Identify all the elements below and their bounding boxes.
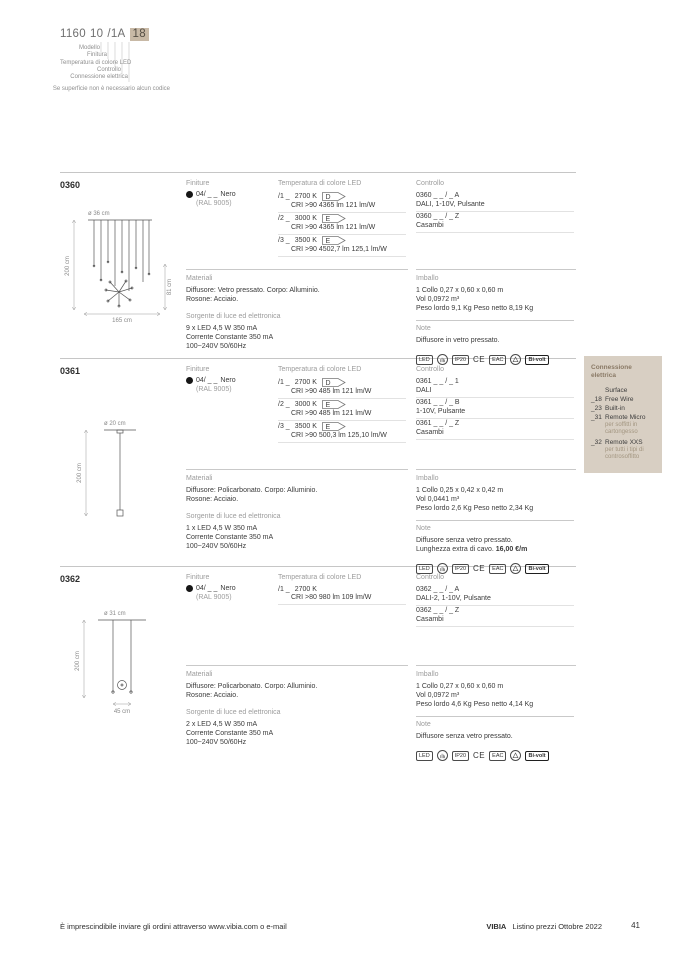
product-spec-area [186, 366, 576, 573]
temp-code: /3 _ [278, 237, 290, 244]
eac-badge: EAC [489, 751, 506, 761]
svg-text:E: E [325, 216, 331, 223]
legend-labels [60, 45, 170, 81]
temp-spec: CRI >90 4502,7 lm 125,1 lm/W [291, 246, 387, 253]
temperature-label: Temperatura di colore LED [278, 180, 362, 187]
control-desc: 1-10V, Pulsante [416, 408, 466, 415]
note-block [416, 520, 574, 554]
connection-code: _32 [591, 439, 602, 446]
control-code: 0361 _ _ / _ 1 [416, 378, 459, 385]
light-source-text: 100~240V 50/60Hz [186, 343, 247, 350]
temp-kelvin: 2700 K [294, 193, 317, 200]
packing-column [416, 469, 576, 574]
temperature-option [278, 191, 406, 213]
ip20-badge: IP20 [452, 355, 469, 365]
light-source-text: 100~240V 50/60Hz [186, 739, 247, 746]
led-badge: LED [416, 355, 433, 365]
temp-code: /1 _ [278, 379, 290, 386]
note-label: Note [416, 525, 431, 532]
eac-badge: EAC [489, 564, 506, 574]
dimmable-icon [437, 750, 448, 761]
note-price: 16,00 €/m [495, 546, 528, 553]
footer-catalog-title: VIBIA Listino prezzi Ottobre 2022 [486, 922, 602, 931]
connection-item [591, 413, 655, 422]
control-label: Controllo [416, 180, 445, 187]
product-list [60, 172, 576, 760]
light-source-label: Sorgente di luce ed elettronica [186, 313, 281, 320]
connection-code: _18 [591, 396, 602, 403]
control-code: 0362 _ _ / _ Z [416, 607, 460, 614]
legend-label-model: Modello [78, 45, 100, 51]
code-model: 1160 [60, 28, 86, 40]
note-label: Note [416, 325, 431, 332]
control-option [416, 585, 574, 606]
temperature-label: Temperatura di colore LED [278, 574, 362, 581]
temperature-column [278, 574, 416, 627]
packing-column [416, 269, 576, 365]
control-code: 0361 _ _ / _ Z [416, 420, 460, 427]
temp-code: /2 _ [278, 401, 290, 408]
legend-footnote: Se superficie non è necessario alcun codice [52, 86, 170, 93]
control-column [416, 366, 576, 443]
energy-class-badge [322, 214, 346, 223]
connection-label: Built-in [605, 405, 625, 412]
temp-kelvin: 3500 K [294, 237, 317, 244]
light-source-text: 1 x LED 4,5 W 350 mA [186, 525, 258, 532]
temp-spec: CRI >80 980 lm 109 lm/W [291, 594, 372, 601]
temp-kelvin: 3000 K [294, 401, 317, 408]
product-drawing-area [60, 180, 186, 358]
connection-note: per soffitti in cartongesso [605, 422, 638, 435]
eco-icon [510, 750, 521, 761]
control-desc: Casambi [416, 429, 444, 436]
finish-color-swatch [186, 377, 193, 384]
electrical-connection-box [584, 356, 662, 473]
energy-class-badge [322, 378, 346, 387]
temp-kelvin: 3000 K [294, 215, 317, 222]
packing-column [416, 665, 576, 761]
materials-text: Diffusore: Vetro pressato. Corpo: Alluminio. [186, 287, 320, 294]
drawing-drop-label: 200 cm [75, 651, 81, 671]
connection-code: _31 [591, 414, 602, 421]
connection-label: Remote XXS [605, 439, 643, 446]
connection-item [591, 438, 655, 447]
temperature-column [278, 366, 416, 443]
svg-text:E: E [325, 402, 331, 409]
dimmable-icon [437, 354, 448, 365]
finish-ral: (RAL 9005) [196, 200, 232, 207]
product-drawing-area [60, 366, 186, 566]
finish-name: Nero [220, 585, 236, 592]
packing-text: Peso lordo 4,6 Kg Peso netto 4,14 Kg [416, 701, 534, 708]
temperature-option [278, 585, 406, 605]
control-label: Controllo [416, 366, 445, 373]
materials-label: Materiali [186, 275, 213, 282]
drawing-width-label: 165 cm [112, 318, 132, 324]
materials-text: Diffusore: Policarbonato. Corpo: Alluminio. [186, 487, 318, 494]
temp-code: /3 _ [278, 423, 290, 430]
connection-label: Free Wire [605, 396, 634, 403]
control-code: 0361 _ _ / _ B [416, 399, 460, 406]
energy-class-badge [322, 400, 346, 409]
eco-icon [510, 563, 521, 574]
temperature-option [278, 421, 406, 443]
connection-code: _23 [591, 405, 602, 412]
finish-option [186, 585, 278, 592]
bivolt-badge: Bi-volt [525, 564, 548, 574]
temp-spec: CRI >90 4365 lm 121 lm/W [291, 224, 376, 231]
materials-label: Materiali [186, 671, 213, 678]
packing-text: Peso lordo 9,1 Kg Peso netto 8,19 Kg [416, 305, 534, 312]
code-connection-highlighted: 18 [130, 28, 149, 41]
ce-mark: CE [473, 564, 486, 573]
svg-text:D: D [325, 194, 331, 201]
connection-item [591, 395, 655, 404]
temperature-option [278, 377, 406, 399]
product-section-0362 [60, 566, 576, 760]
dimension-drawing-double-pendant [60, 606, 180, 724]
materials-column [186, 665, 408, 761]
control-option [416, 191, 574, 212]
temp-kelvin: 3500 K [294, 423, 317, 430]
certification-icons-row [416, 750, 576, 761]
page-number: 41 [631, 921, 640, 930]
drawing-drop-label: 200 cm [65, 256, 71, 276]
ce-mark: CE [473, 751, 486, 760]
certification-icons-row [416, 354, 576, 365]
dimension-drawing-chandelier [60, 206, 180, 324]
materials-column [186, 269, 408, 365]
bivolt-badge: Bi-volt [525, 355, 548, 365]
finish-color-swatch [186, 585, 193, 592]
finish-name: Nero [220, 191, 236, 198]
energy-class-badge [322, 236, 346, 245]
light-source-text: 9 x LED 4,5 W 350 mA [186, 325, 258, 332]
finish-name: Nero [220, 377, 236, 384]
temp-spec: CRI >90 485 lm 121 lm/W [291, 388, 372, 395]
finishes-column [186, 574, 278, 627]
note-text: Diffusore senza vetro pressato. [416, 733, 513, 740]
finish-ral: (RAL 9005) [196, 594, 232, 601]
product-section-0360 [60, 172, 576, 364]
connection-code [591, 386, 605, 395]
light-source-label: Sorgente di luce ed elettronica [186, 709, 281, 716]
finish-code: 04/ _ _ [196, 377, 218, 384]
temp-code: /2 _ [278, 215, 290, 222]
note-text: Diffusore in vetro pressato. [416, 337, 500, 344]
product-code: 0361 [60, 366, 81, 376]
finishes-label: Finiture [186, 180, 210, 187]
control-option [416, 398, 574, 419]
ip20-badge: IP20 [452, 751, 469, 761]
control-option [416, 212, 574, 233]
product-spec-area [186, 180, 576, 364]
note-extra-text: Lunghezza extra di cavo. 16,00 €/m [416, 546, 528, 553]
temperature-option [278, 235, 406, 257]
packing-text: 1 Collo 0,27 x 0,60 x 0,60 m [416, 287, 504, 294]
dimension-drawing-pendant [60, 416, 180, 534]
light-source-text: Corrente Constante 350 mA [186, 534, 274, 541]
temp-spec: CRI >90 500,3 lm 125,10 lm/W [291, 432, 387, 439]
packing-label: Imballo [416, 475, 439, 482]
product-spec-area [186, 574, 576, 760]
control-code: 0360 _ _ / _ A [416, 192, 460, 199]
control-code: 0362 _ _ / _ A [416, 586, 460, 593]
energy-class-badge [322, 422, 346, 431]
materials-label: Materiali [186, 475, 213, 482]
temperature-option [278, 213, 406, 235]
light-source-text: 2 x LED 4,5 W 350 mA [186, 721, 258, 728]
product-drawing-area [60, 574, 186, 750]
connection-note: per tutti i tipi di controsoffitto [605, 447, 644, 460]
packing-text: Vol 0,0972 m³ [416, 692, 460, 699]
finish-code: 04/ _ _ [196, 585, 218, 592]
drawing-width-label: 45 cm [113, 709, 131, 715]
finish-color-swatch [186, 191, 193, 198]
control-desc: DALI, 1-10V, Pulsante [416, 201, 485, 208]
footer-order-instruction: È imprescindibile inviare gli ordini attraverso www.vibia.com o e-mail [60, 922, 287, 931]
materials-text: Diffusore: Policarbonato. Corpo: Alluminio. [186, 683, 318, 690]
legend-label-temperature: Temperatura di colore LED [60, 59, 132, 66]
led-badge: LED [416, 751, 433, 761]
packing-text: 1 Collo 0,25 x 0,42 x 0,42 m [416, 487, 504, 494]
light-source-text: 100~240V 50/60Hz [186, 543, 247, 550]
finishes-column [186, 366, 278, 443]
connection-box-title: Connessione elettrica [591, 364, 632, 379]
eac-badge: EAC [489, 355, 506, 365]
code-temperature-control: /1A [107, 28, 126, 40]
packing-label: Imballo [416, 671, 439, 678]
product-section-0361 [60, 358, 576, 573]
eco-icon [510, 354, 521, 365]
finish-code: 04/ _ _ [196, 191, 218, 198]
control-label: Controllo [416, 574, 445, 581]
energy-class-badge [322, 192, 346, 201]
temperature-option [278, 399, 406, 421]
note-block [416, 320, 574, 345]
packing-text: Vol 0,0972 m³ [416, 296, 460, 303]
materials-text: Rosone: Acciaio. [186, 296, 239, 303]
packing-label: Imballo [416, 275, 439, 282]
bivolt-badge: Bi-volt [525, 751, 548, 761]
product-code: 0362 [60, 574, 81, 584]
legend-label-connection: Connessione elettrica [70, 74, 128, 81]
finish-ral: (RAL 9005) [196, 386, 232, 393]
ordering-code-legend [52, 28, 170, 93]
temperature-label: Temperatura di colore LED [278, 366, 362, 373]
finish-option [186, 191, 278, 198]
temp-spec: CRI >90 4365 lm 121 lm/W [291, 202, 376, 209]
connection-label: Surface [605, 387, 628, 394]
finishes-column [186, 180, 278, 257]
control-desc: DALI-2, 1-10V, Pulsante [416, 595, 491, 602]
note-text: Diffusore senza vetro pressato. [416, 537, 513, 544]
packing-text: 1 Collo 0,27 x 0,60 x 0,60 m [416, 683, 504, 690]
light-source-text: Corrente Constante 350 mA [186, 730, 274, 737]
temp-code: /1 _ [278, 193, 290, 200]
dimmable-icon [437, 563, 448, 574]
drawing-diameter-label: ø 20 cm [104, 421, 126, 427]
control-desc: DALI [416, 387, 432, 394]
materials-text: Rosone: Acciaio. [186, 692, 239, 699]
control-desc: Casambi [416, 222, 444, 229]
control-code: 0360 _ _ / _ Z [416, 213, 460, 220]
finish-option [186, 377, 278, 384]
materials-text: Rosone: Acciaio. [186, 496, 239, 503]
packing-text: Vol 0,0441 m³ [416, 496, 460, 503]
temp-spec: CRI >90 485 lm 121 lm/W [291, 410, 372, 417]
ip20-badge: IP20 [452, 564, 469, 574]
control-column [416, 574, 576, 627]
ce-mark: CE [473, 355, 486, 364]
temp-code: /1 _ [278, 586, 290, 593]
control-option [416, 419, 574, 440]
light-source-label: Sorgente di luce ed elettronica [186, 513, 281, 520]
drawing-side-label: 81 cm [167, 278, 173, 296]
drawing-drop-label: 200 cm [77, 463, 83, 483]
temp-kelvin: 2700 K [294, 379, 317, 386]
legend-label-finish: Finitura [86, 52, 107, 59]
control-desc: Casambi [416, 616, 444, 623]
packing-text: Peso lordo 2,6 Kg Peso netto 2,34 Kg [416, 505, 534, 512]
svg-text:E: E [325, 424, 331, 431]
certification-icons-row [416, 563, 576, 574]
product-code: 0360 [60, 180, 81, 190]
finishes-label: Finiture [186, 574, 210, 581]
control-option [416, 377, 574, 398]
connection-item [591, 404, 655, 413]
drawing-diameter-label: ø 31 cm [104, 611, 126, 617]
svg-text:E: E [325, 238, 331, 245]
legend-label-control: Controllo [96, 66, 121, 73]
brand-logo-text: VIBIA [486, 922, 507, 931]
note-label: Note [416, 721, 431, 728]
temperature-column [278, 180, 416, 257]
note-block [416, 716, 574, 741]
control-option [416, 606, 574, 627]
connection-item [591, 386, 655, 395]
finishes-label: Finiture [186, 366, 210, 373]
code-finish: 10 [89, 28, 104, 40]
ordering-code-row [60, 28, 170, 41]
svg-text:D: D [325, 380, 331, 387]
drawing-diameter-label: ø 36 cm [88, 211, 110, 217]
control-column [416, 180, 576, 257]
connection-label: Remote Micro [605, 414, 646, 421]
materials-column [186, 469, 408, 574]
temp-kelvin: 2700 K [294, 586, 317, 593]
led-badge: LED [416, 564, 433, 574]
light-source-text: Corrente Constante 350 mA [186, 334, 274, 341]
